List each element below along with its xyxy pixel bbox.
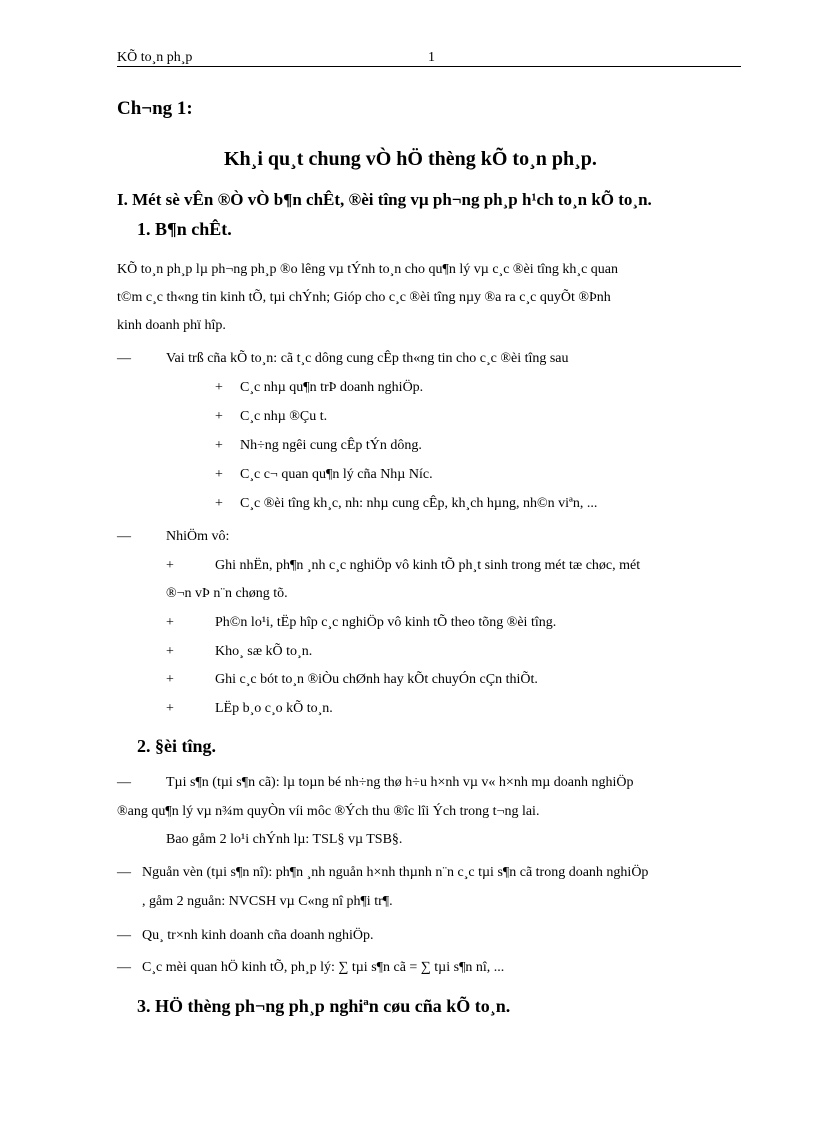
subsection-heading-1: 1. B¶n chÊt. — [137, 219, 232, 239]
object-item-line: , gåm 2 nguån: NVCSH vµ C«ng nî ph¶i tr¶. — [142, 894, 393, 909]
plus-bullet: + — [166, 672, 174, 687]
paragraph-line: kinh doanh phï hîp. — [117, 318, 226, 333]
header-rule — [117, 66, 741, 67]
chapter-label: Ch¬ng 1: — [117, 98, 193, 119]
dash-bullet: — — [117, 351, 131, 366]
task-item: Ghi nhËn, ph¶n ¸nh c¸c nghiÖp vô kinh tÕ ph¸t sinh trong mét tæ chøc, mét — [215, 558, 641, 573]
plus-bullet: + — [215, 467, 223, 482]
plus-bullet: + — [215, 496, 223, 511]
role-item: Nh÷ng ngêi cung cÊp tÝn dông. — [240, 438, 422, 453]
role-intro: Vai trß cña kÕ to¸n: cã t¸c dông cung cÊp th«ng tin cho c¸c ®èi tîng sau — [166, 351, 569, 366]
object-item-line: ®ang qu¶n lý vµ n¾m quyÒn víi môc ®Ých thu ®îc lîi Ých trong t¬ng lai. — [117, 804, 540, 819]
plus-bullet: + — [215, 438, 223, 453]
paragraph-line: KÕ to¸n ph¸p lµ ph¬ng ph¸p ®o lêng vµ tÝnh to¸n cho qu¶n lý vµ c¸c ®èi tîng kh¸c quan — [117, 262, 619, 277]
tasks-intro: NhiÖm vô: — [166, 529, 230, 544]
object-item: Nguån vèn (tµi s¶n nî): ph¶n ¸nh nguån h×nh thµnh n¨n c¸c tµi s¶n cã trong doanh nghiÖp — [142, 865, 649, 880]
subsection-heading-2: 2. §èi tîng. — [137, 736, 216, 756]
subsection-heading-3: 3. HÖ thèng ph¬ng ph¸p nghiªn cøu cña kÕ to¸n. — [137, 996, 511, 1016]
plus-bullet: + — [166, 558, 174, 573]
role-item: C¸c c¬ quan qu¶n lý cña Nhµ Níc. — [240, 467, 433, 482]
dash-bullet: — — [117, 865, 131, 880]
plus-bullet: + — [166, 644, 174, 659]
role-item: C¸c nhµ ®Çu t. — [240, 409, 328, 424]
object-item: Tµi s¶n (tµi s¶n cã): lµ toµn bé nh÷ng thø h÷u h×nh vµ v« h×nh mµ doanh nghiÖp — [166, 775, 634, 790]
object-item: Qu¸ tr×nh kinh doanh cña doanh nghiÖp. — [142, 928, 374, 943]
plus-bullet: + — [215, 409, 223, 424]
dash-bullet: — — [117, 775, 131, 790]
object-item-line: Bao gåm 2 lo¹i chÝnh lµ: TSL§ vµ TSB§. — [166, 832, 403, 847]
task-item: LËp b¸o c¸o kÕ to¸n. — [215, 701, 333, 716]
plus-bullet: + — [166, 615, 174, 630]
dash-bullet: — — [117, 529, 131, 544]
plus-bullet: + — [166, 701, 174, 716]
task-item-continuation: ®¬n vÞ n¨n chøng tõ. — [166, 586, 288, 601]
role-item: C¸c ®èi tîng kh¸c, nh: nhµ cung cÊp, kh¸ch hµng, nh©n viªn, ... — [240, 496, 598, 511]
chapter-title: Kh¸i qu¸t chung vÒ hÖ thèng kÕ to¸n ph¸p. — [224, 148, 597, 170]
section-heading: I. Mét sè vÊn ®Ò vÒ b¶n chÊt, ®èi tîng vµ ph¬ng ph¸p h¹ch to¸n kÕ to¸n. — [117, 190, 652, 209]
page-number: 1 — [428, 50, 435, 65]
dash-bullet: — — [117, 928, 131, 943]
role-item: C¸c nhµ qu¶n trÞ doanh nghiÖp. — [240, 380, 424, 395]
plus-bullet: + — [215, 380, 223, 395]
paragraph-line: t©m c¸c th«ng tin kinh tÕ, tµi chÝnh; Gióp cho c¸c ®èi tîng nµy ®a ra c¸c quyÕt ®Þnh — [117, 290, 611, 305]
running-header-title: KÕ to¸n ph¸p — [117, 50, 193, 65]
dash-bullet: — — [117, 960, 131, 975]
task-item: Ph©n lo¹i, tËp hîp c¸c nghiÖp vô kinh tÕ theo tõng ®èi tîng. — [215, 615, 557, 630]
task-item: Ghi c¸c bót to¸n ®iÒu chØnh hay kÕt chuyÓn cÇn thiÕt. — [215, 672, 538, 687]
task-item: Kho¸ sæ kÕ to¸n. — [215, 644, 313, 659]
object-item: C¸c mèi quan hÖ kinh tÕ, ph¸p lý: ∑ tµi s¶n cã = ∑ tµi s¶n nî, ... — [142, 960, 505, 975]
